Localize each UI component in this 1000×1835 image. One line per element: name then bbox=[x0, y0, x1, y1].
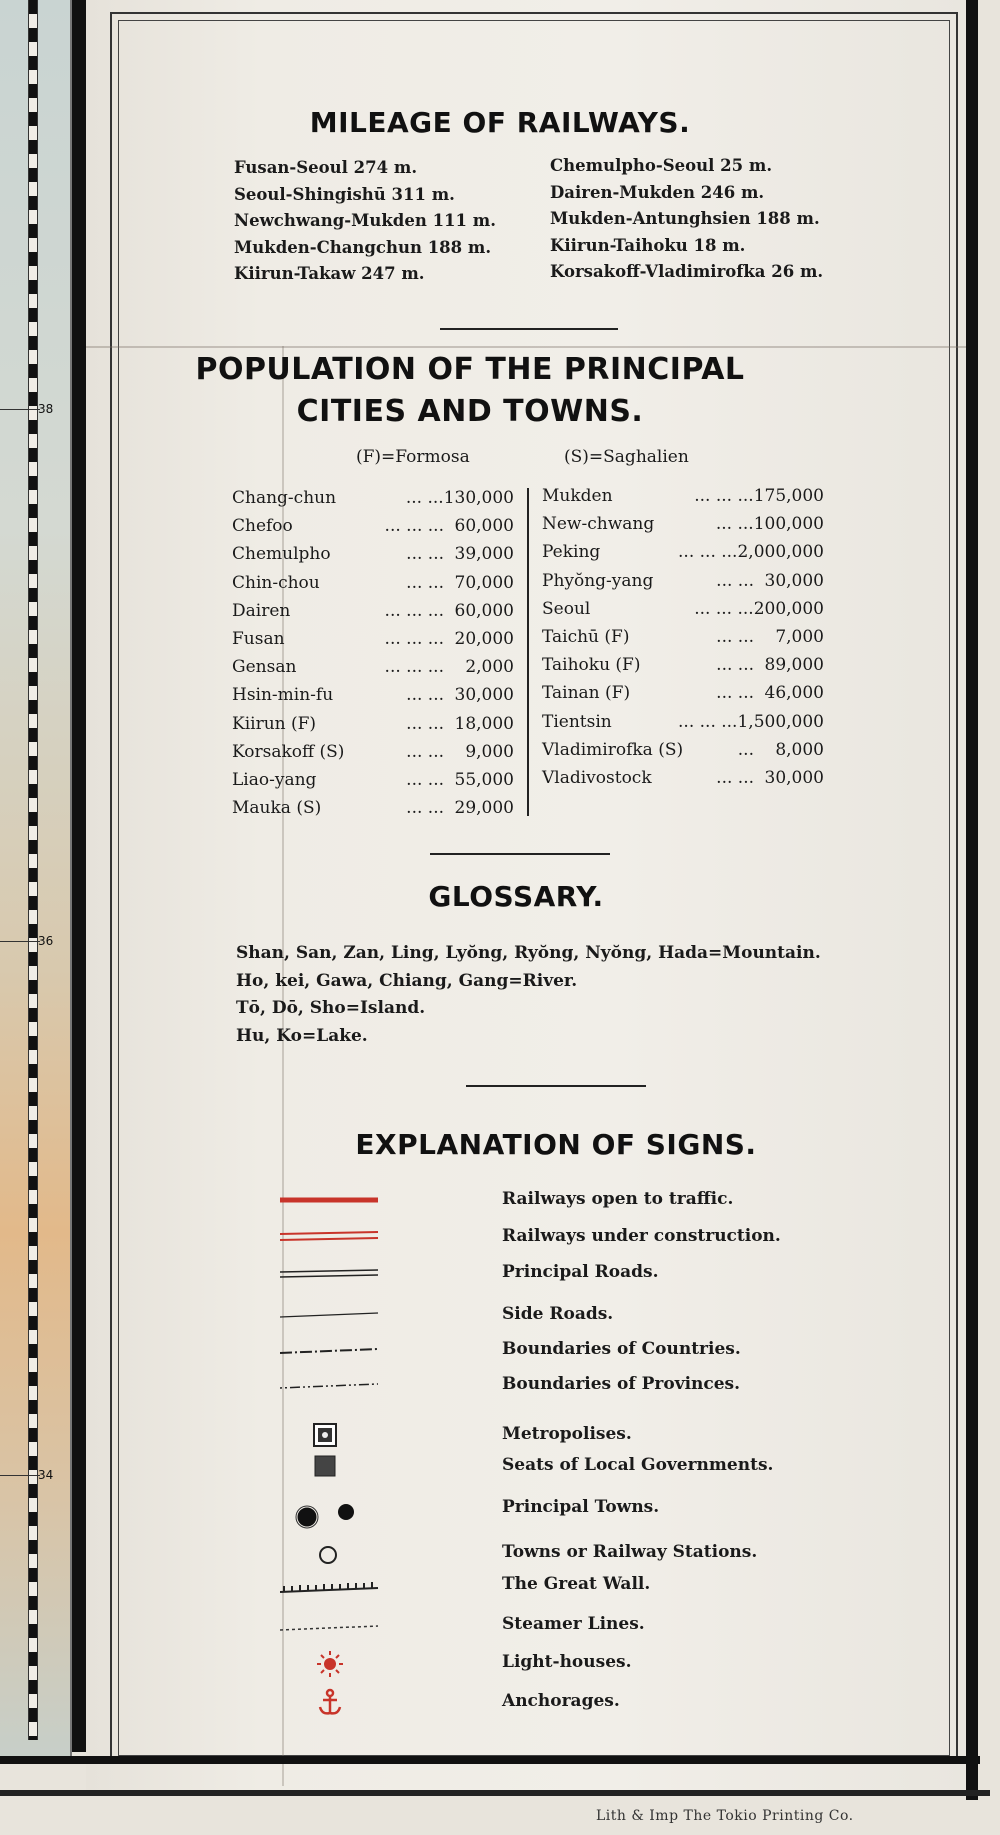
sign-row: Anchorages. bbox=[280, 1687, 860, 1717]
population-row: Fusan ... ... ... 20,000 bbox=[232, 629, 514, 650]
sign-row: Side Roads. bbox=[280, 1300, 860, 1330]
glossary-title: GLOSSARY. bbox=[428, 880, 604, 913]
mileage-entry: Mukden-Antunghsien 188 m. bbox=[550, 209, 820, 228]
population-row: Chin-chou ... ... 70,000 bbox=[232, 572, 514, 593]
population-row: Mauka (S) ... ... 29,000 bbox=[232, 798, 514, 819]
sign-row: Towns or Railway Stations. bbox=[280, 1538, 860, 1568]
population-row: Gensan ... ... ... 2,000 bbox=[232, 657, 514, 678]
section-divider bbox=[430, 853, 610, 855]
population-row: Taihoku (F) ... ... 89,000 bbox=[542, 655, 824, 676]
glossary-line: Tō, Dō, Sho=Island. bbox=[236, 998, 426, 1018]
lat-38-label: 38 bbox=[38, 402, 54, 416]
mileage-right-column bbox=[550, 153, 823, 286]
lat-36-tick bbox=[0, 941, 40, 942]
population-row: Mukden ... ... ... 175,000 bbox=[542, 486, 824, 506]
railway-construction-icon bbox=[280, 1222, 380, 1252]
mileage-entry: Kiirun-Taihoku 18 m. bbox=[550, 235, 746, 255]
population-row: Liao-yang ... ... 55,000 bbox=[232, 770, 514, 791]
lat-36-label: 36 bbox=[38, 934, 54, 948]
population-row: Tainan (F) ... ... 46,000 bbox=[542, 683, 824, 704]
horizontal-fold-crease bbox=[86, 346, 966, 348]
mileage-entry: Seoul-Shingishū 311 m. bbox=[234, 184, 455, 204]
mileage-entry: Fusan-Seoul 274 m. bbox=[234, 158, 418, 177]
population-row: Korsakoff (S) ... ... 9,000 bbox=[232, 741, 514, 762]
anchor-icon bbox=[280, 1687, 380, 1717]
population-row: Seoul ... ... ... 200,000 bbox=[542, 598, 824, 619]
population-left-column bbox=[232, 484, 514, 822]
principal-town-icon bbox=[280, 1500, 380, 1530]
population-row: Kiirun (F) ... ... 18,000 bbox=[232, 713, 514, 734]
population-row: Tientsin ... ... ... 1,500,000 bbox=[542, 711, 824, 732]
mileage-entry: Kiirun-Takaw 247 m. bbox=[234, 264, 425, 283]
printer-credit: Lith & Imp The Tokio Printing Co. bbox=[596, 1808, 854, 1824]
mileage-entry: Korsakoff-Vladimirofka 26 m. bbox=[550, 262, 824, 281]
population-row: New-chwang ... ... 100,000 bbox=[542, 514, 824, 535]
glossary-line: Hu, Ko=Lake. bbox=[236, 1025, 368, 1046]
population-row: Peking ... ... ... 2,000,000 bbox=[542, 542, 824, 563]
population-title-line1: POPULATION OF THE PRINCIPAL bbox=[195, 352, 745, 387]
sign-row: Boundaries of Provinces. bbox=[280, 1370, 860, 1400]
sign-row: Light-houses. bbox=[280, 1648, 860, 1678]
population-row: Vladimirofka (S) ... 8,000 bbox=[542, 739, 824, 760]
population-row: Hsin-min-fu ... ... 30,000 bbox=[232, 685, 514, 706]
left-border-rule bbox=[72, 0, 86, 1752]
sign-row: Steamer Lines. bbox=[280, 1610, 860, 1640]
mileage-entry: Mukden-Changchun 188 m. bbox=[234, 237, 492, 257]
population-title-line2: CITIES AND TOWNS. bbox=[296, 394, 644, 429]
principal-road-icon bbox=[280, 1258, 380, 1288]
country-boundary-icon bbox=[280, 1335, 380, 1365]
sign-row: Railways under construction. bbox=[280, 1222, 860, 1252]
mileage-entry: Newchwang-Mukden 111 m. bbox=[234, 211, 496, 230]
lat-34-label: 34 bbox=[38, 1468, 54, 1482]
sign-row: Boundaries of Countries. bbox=[280, 1335, 860, 1365]
population-row: Chemulpho ... ... 39,000 bbox=[232, 544, 514, 565]
lighthouse-icon bbox=[280, 1648, 380, 1678]
bottom-border-rule-lower bbox=[0, 1790, 990, 1796]
sign-row: Metropolises. bbox=[280, 1420, 860, 1450]
bottom-border-rule bbox=[0, 1756, 980, 1764]
population-row: Phyŏng-yang ... ... 30,000 bbox=[542, 570, 824, 591]
population-row: Chang-chun ... ... 130,000 bbox=[232, 488, 514, 508]
population-right-column bbox=[542, 482, 824, 792]
railway-open-icon bbox=[280, 1185, 380, 1215]
population-row: Taichū (F) ... ... 7,000 bbox=[542, 627, 824, 648]
town-station-icon bbox=[280, 1538, 380, 1568]
key-saghalien: (S)=Saghalien bbox=[564, 447, 689, 467]
sign-row: Railways open to traffic. bbox=[280, 1185, 860, 1215]
steamer-line-icon bbox=[280, 1610, 380, 1640]
population-row: Vladivostock ... ... 30,000 bbox=[542, 768, 824, 789]
key-formosa: (F)=Formosa bbox=[356, 447, 470, 467]
mileage-entry: Chemulpho-Seoul 25 m. bbox=[550, 156, 773, 175]
glossary-line: Ho, kei, Gawa, Chiang, Gang=River. bbox=[236, 970, 578, 991]
sign-row: Seats of Local Governments. bbox=[280, 1451, 860, 1481]
great-wall-icon bbox=[280, 1570, 380, 1600]
metropolis-icon bbox=[280, 1420, 380, 1450]
section-divider bbox=[440, 328, 618, 330]
local-government-icon bbox=[280, 1451, 380, 1481]
lat-34-tick bbox=[0, 1475, 40, 1476]
population-row: Chefoo ... ... ... 60,000 bbox=[232, 516, 514, 537]
province-boundary-icon bbox=[280, 1370, 380, 1400]
glossary-body bbox=[236, 940, 821, 1050]
sign-row: Principal Towns. bbox=[280, 1500, 860, 1530]
population-row: Dairen ... ... ... 60,000 bbox=[232, 600, 514, 621]
sign-row: Principal Roads. bbox=[280, 1258, 860, 1288]
mileage-left-column bbox=[234, 155, 496, 288]
signs-title: EXPLANATION OF SIGNS. bbox=[355, 1128, 757, 1161]
sign-row: The Great Wall. bbox=[280, 1570, 860, 1600]
side-road-icon bbox=[280, 1300, 380, 1330]
latitude-scale-bar bbox=[28, 0, 38, 1740]
population-column-separator bbox=[527, 488, 529, 816]
glossary-line: Shan, San, Zan, Ling, Lyŏng, Ryŏng, Nyŏng, Hada=Mountain. bbox=[236, 943, 821, 963]
mileage-title: MILEAGE OF RAILWAYS. bbox=[309, 106, 691, 139]
section-divider bbox=[466, 1085, 646, 1087]
mileage-entry: Dairen-Mukden 246 m. bbox=[550, 182, 765, 202]
